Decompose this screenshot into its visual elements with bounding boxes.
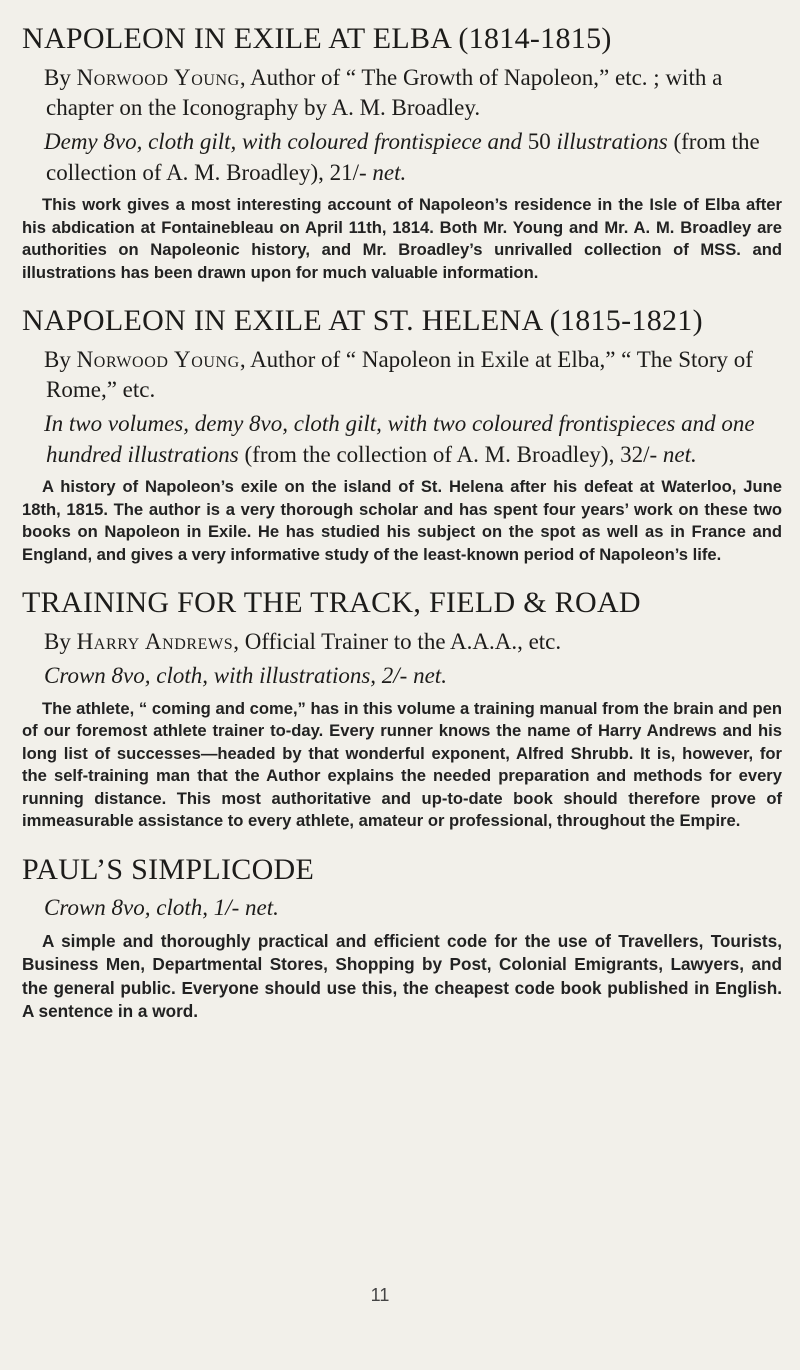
entry-byline [46, 63, 782, 124]
entry-title: NAPOLEON IN EXILE AT ELBA (1814-1815) [22, 22, 612, 55]
format-plain: 50 [522, 129, 557, 155]
author-name: Norwood Young [76, 346, 240, 372]
byline-rest: , Author of “ Napoleon in Exile at Elba,” “ The Story of Rome,” etc. [46, 346, 753, 403]
entry-format [46, 661, 782, 691]
format-rest: (from the collection of A. M. Broadley), 32/- [238, 441, 663, 467]
entry-format [46, 409, 782, 470]
entry-description: A simple and thoroughly practical and efficient code for the use of Travellers, Tourists, Business Men, Departmental Stores, Shopping by Post, Colonial Emigrants, Lawyers, and the general public. Everyone should use this, the cheapest code book published in English. A sentence in a word. [22, 930, 782, 1021]
entry-title: NAPOLEON IN EXILE AT ST. HELENA (1815-1821) [22, 304, 703, 338]
book-entry-elba [22, 22, 782, 284]
book-entry-st-helena [22, 304, 782, 566]
entry-description: The athlete, “ coming and come,” has in this volume a training manual from the brain and pen of our foremost athlete trainer to-day. Every runner knows the name of Harry Andrews and his long list of successes—headed by that wonderful exponent, Alfred Shrubb. It is, however, for the self-training man that the Author explains the needed preparation and methods for every running distance. This most authoritative and up-to-date book should therefore prove of immeasurable assistance to every athlete, amateur or professional, throughout the Empire. [22, 698, 782, 831]
entry-format [46, 127, 782, 188]
entry-format [46, 893, 782, 923]
page-number: 11 [370, 1285, 390, 1305]
price-suffix: net. [413, 663, 447, 689]
format-italic: Crown 8vo, cloth, with illustrations, 2/- [44, 663, 408, 689]
format-italic-2: illustrations [556, 129, 668, 155]
entry-title: PAUL’S SIMPLICODE [22, 852, 315, 886]
byline-rest: , Author of “ The Growth of Napoleon,” etc. ; with a chapter on the Iconography by A. M. Broadley. [46, 64, 723, 120]
catalogue-page [22, 22, 782, 1043]
byline-rest: , Official Trainer to the A.A.A., etc. [233, 628, 562, 654]
author-name: Harry Andrews [76, 628, 234, 654]
by-prefix: By [44, 346, 77, 372]
format-italic: In two volumes, demy 8vo, cloth gilt, with two coloured frontispieces and one hundred illustrations [44, 411, 755, 467]
entry-title: TRAINING FOR THE TRACK, FIELD & ROAD [22, 586, 641, 620]
format-italic: Demy 8vo, cloth gilt, with coloured frontispiece and [44, 129, 523, 155]
entry-byline [46, 627, 782, 657]
format-rest: (from the collection of A. M. Broadley), 21/- [46, 129, 760, 185]
price-suffix: net. [245, 895, 279, 921]
entry-description: A history of Napoleon’s exile on the island of St. Helena after his defeat at Waterloo, June 18th, 1815. The author is a very thorough scholar and has spent four years’ work on these two books on Napoleon in Exile. He has studied his subject on the spot as well as in France and England, and gives a very informative study of the least-known period of Napoleon’s life. [22, 477, 782, 564]
entry-description: This work gives a most interesting account of Napoleon’s residence in the Isle of Elba after his abdication at Fontainebleau on April 11th, 1814. Both Mr. Young and Mr. A. M. Broadley are authorities on Napoleonic history, and Mr. Broadley’s unrivalled collection of MSS. and illustrations has been drawn upon for much valuable information. [22, 194, 782, 282]
author-name: Norwood Young [76, 64, 240, 90]
by-prefix: By [44, 64, 77, 90]
price-suffix: net. [662, 441, 697, 467]
book-entry-training [22, 586, 782, 833]
price-suffix: net. [372, 159, 407, 185]
entry-byline [46, 345, 782, 406]
format-italic: Crown 8vo, cloth, 1/- [44, 895, 240, 921]
book-entry-simplicode [22, 853, 782, 1023]
by-prefix: By [44, 628, 77, 654]
